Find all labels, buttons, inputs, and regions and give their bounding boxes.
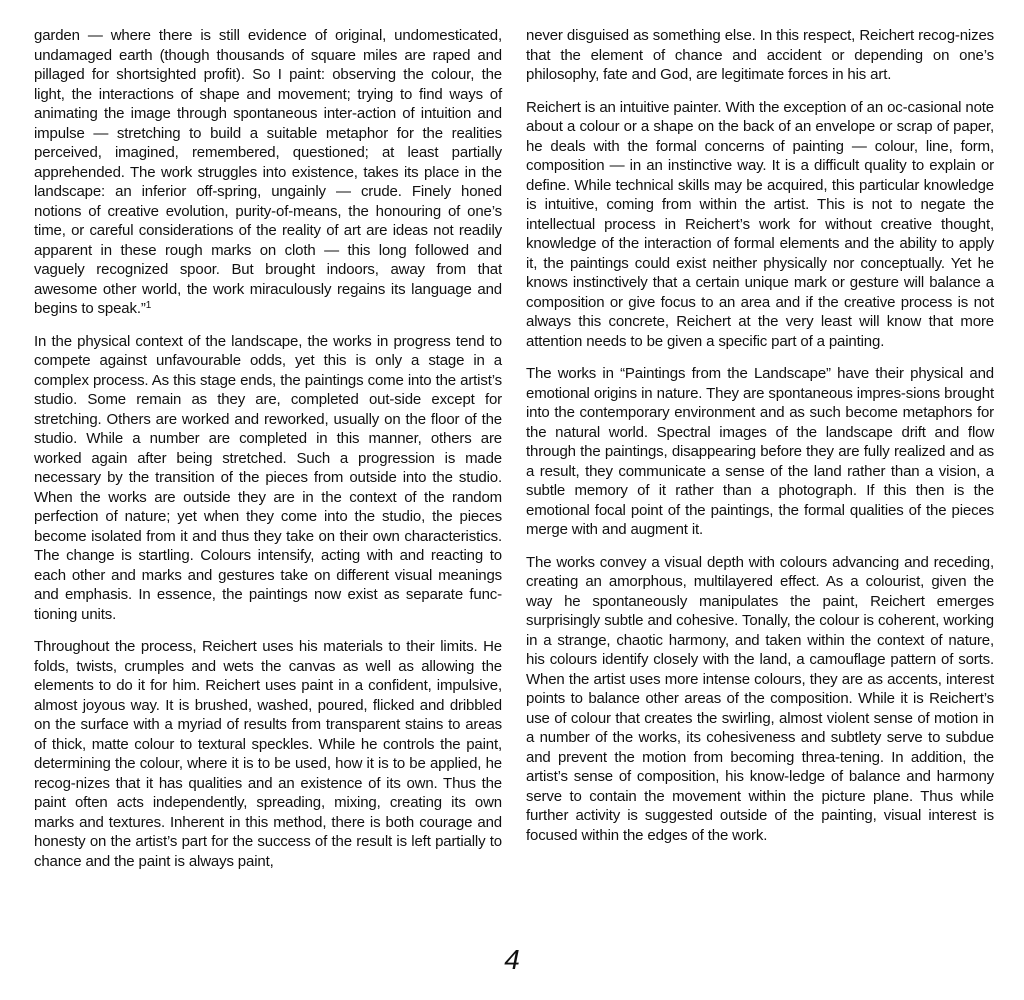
paragraph-chance: never disguised as something else. In this respect, Reichert recog-nizes that the element of chance and accident or depending on one’s philosophy, fate and God, are legitimate forces in his art. bbox=[526, 27, 994, 83]
paragraph-visual-depth: The works convey a visual depth with colours advancing and receding, creating an amorphous, multilayered effect. As a colourist, given the way he spontaneously manipulates the paint, Reichert emerges surprisingly subtle and cohesive. Tonally, the colour is coherent, working in a strange, chaotic harmony, and taken within the context of nature, his colours identify closely with the land, a camouflage pattern of sorts. When the artist uses more intense colours, they are as accents, interest points to balance other areas of the composition. While it is Reichert’s use of colour that creates the swirling, almost violent sense of motion in a number of the works, its cohesiveness and subtlety serve to subdue and prevent the motion from becoming threa-tening. In addition, the artist’s sense of composition, his know-ledge of balance and harmony serve to contain the movement within the picture plane. Thus while further activity is suggested outside of the painting, visual interest is focused within the edges of the work. bbox=[526, 553, 994, 844]
left-text-column bbox=[34, 26, 502, 884]
paragraph-text: garden — where there is still evidence of original, undomesticated, undamaged earth (though thousands of square miles are raped and pillaged for shortsighted profit). So I paint: observing the colour, the light, the interactions of shape and movement; trying to find ways of animating the image through spontaneous inter-action of intuition and impulse — stretching to build a suitable metaphor for the realities perceived, imagined, remembered, questioned; at least partially apprehended. The work struggles into existence, takes its place in the landscape: an inferior off-spring, ungainly — crude. Finely honed notions of creative evolution, purity-of-means, the honouring of one’s time, or careful considerations of the reality of art are ideas not readily apparent in these rough marks on cloth — this long followed and vaguely recognized spoor. But brought indoors, away from that awesome other world, the work miraculously regains its language and begins to speak.” bbox=[34, 27, 502, 317]
right-text-column bbox=[526, 26, 994, 858]
paragraph-intuitive-painter: Reichert is an intuitive painter. With the exception of an oc-casional note about a colour or a shape on the back of an envelope or scrap of paper, he deals with the formal concerns of painting — colour, line, form, composition — in an instinctive way. It is a difficult quality to explain or define. While technical skills may be acquired, this particular knowledge is intuitive, coming from within the artist. This is not to negate the intellectual process in Reichert’s work for without creative thought, knowledge of the interaction of formal elements and the ability to apply it, the paintings could exist neither physically nor conceptually. Yet he knows instinctively that a certain unique mark or gesture will balance a composition or give focus to an area and if the creative process is not always this concrete, Reichert at the very least will know that more attention needs to be given a specific part of a painting. bbox=[526, 98, 994, 350]
paragraph-quote-ending bbox=[34, 26, 502, 319]
paragraph-process: Throughout the process, Reichert uses his materials to their limits. He folds, twists, crumples and wets the canvas as well as allowing the elements to do it for him. Reichert uses paint in a confident, impulsive, almost joyous way. It is brushed, washed, poured, flicked and dribbled on the surface with a myriad of results from transparent stains to areas of thick, matte colour to textural speckles. While he controls the paint, determining the colour, where it is to be used, how it is to be applied, he recog-nizes that it has qualities and an existence of its own. Thus the paint often acts independently, spreading, mixing, creating its own marks and textures. Inherent in this method, there is both courage and honesty on the artist’s part for the success of the result is left partially to chance and the paint is always paint, bbox=[34, 638, 502, 870]
footnote-marker: 1 bbox=[145, 300, 152, 311]
page-number: 4 bbox=[504, 944, 520, 975]
paragraph-origins-in-nature: The works in “Paintings from the Landscape” have their physical and emotional origins in nature. They are spontaneous impres-sions brought into the contemporary environment and as such become metaphors for the natural world. Spectral images of the landscape drift and flow through the paintings, disappearing before they are fully realized and as a result, they communicate a sense of the land rather than a vision, a subtle memory of it rather than a photograph. If this then is the emotional focal point of the paintings, the formal qualities of the pieces merge with and augment it. bbox=[526, 365, 994, 538]
paragraph-physical-context: In the physical context of the landscape, the works in progress tend to compete against unfavourable odds, yet this is only a stage in a complex process. As this stage ends, the paintings come into the artist’s studio. Some remain as they are, completed out-side except for stretching. Others are worked and reworked, usually on the floor of the studio. While a number are completed in this manner, others are worked again after being stretched. Such a progression is made necessary by the transition of the pieces from outside into the studio. When the works are outside they are in the context of the random perfection of nature; yet when they come into the studio, the pieces become isolated from it and thus they take on their own characteristics. The change is startling. Colours intensify, acting with and reacting to each other and marks and gestures take on different visual meanings and emphasis. In essence, the paintings now exist as separate func-tioning units. bbox=[34, 332, 502, 623]
